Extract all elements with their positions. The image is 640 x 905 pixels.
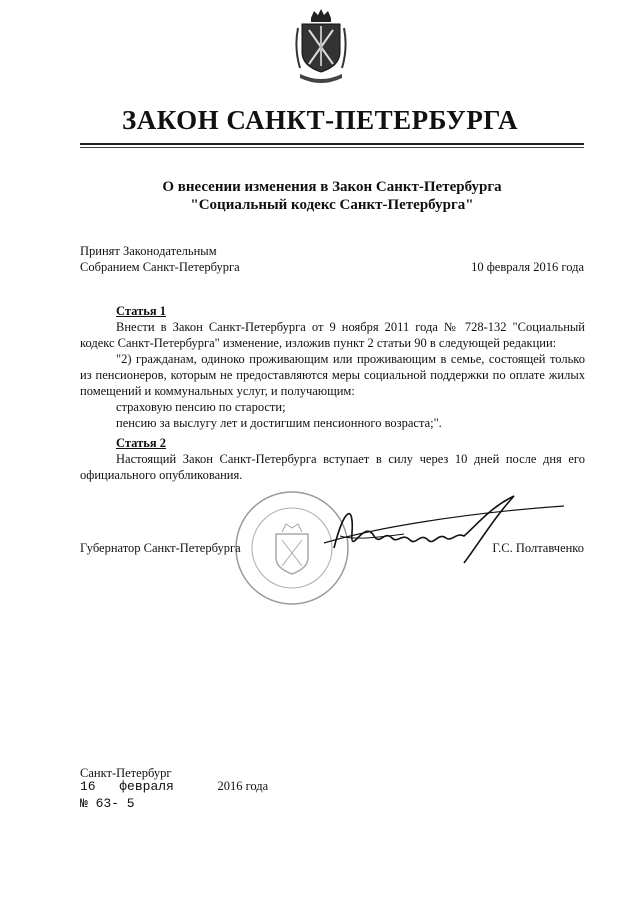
signing-month: февраля: [119, 779, 174, 794]
governor-position: Губернатор Санкт-Петербурга: [80, 541, 241, 555]
article-paragraph: страховую пенсию по старости;: [116, 400, 286, 414]
article-paragraph: Внести в Закон Санкт-Петербурга от 9 ноября 2011 года № 728-132 "Социальный кодекс Санкт-Петербурга" изменение, изложив пункт 2 статьи 90 в следующей редакции:: [80, 320, 585, 350]
title-rule: [80, 143, 584, 145]
governor-name: Г.С. Полтавченко: [492, 541, 584, 555]
coat-of-arms-icon: [294, 8, 348, 86]
article-heading: Статья 1: [116, 304, 166, 318]
article-2: [80, 435, 585, 483]
signing-year: 2016 года: [217, 779, 269, 793]
article-paragraph: пенсию за выслугу лет и достигшим пенсионного возраста;".: [116, 416, 442, 430]
subject-line-1: О внесении изменения в Закон Санкт-Петербурга: [162, 179, 502, 195]
adoption-line-1: Принят Законодательным: [80, 244, 217, 258]
article-heading: Статья 2: [116, 436, 166, 450]
law-subject: [80, 178, 584, 214]
article-1: [80, 303, 585, 431]
adoption-line-2: Собранием Санкт-Петербурга: [80, 260, 240, 274]
title-rule-thin: [80, 147, 584, 148]
article-paragraph: Настоящий Закон Санкт-Петербурга вступает в силу через 10 дней после дня его официального опубликования.: [80, 452, 585, 482]
handwritten-signature: [314, 488, 574, 573]
article-paragraph: "2) гражданам, одиноко проживающим или проживающим в семье, состоящей только из пенсионеров, которым не предоставляются меры социальной поддержки по оплате жилых помещений и коммунальных услуг, и получающим:: [80, 352, 585, 398]
adoption-date: 10 февраля 2016 года: [471, 260, 584, 274]
signing-day: 16: [80, 779, 96, 794]
law-title: ЗАКОН САНКТ-ПЕТЕРБУРГА: [121, 105, 519, 135]
place: Санкт-Петербург: [80, 766, 172, 780]
adoption-block: [80, 243, 240, 275]
signing-date: [80, 779, 268, 794]
subject-line-2: "Социальный кодекс Санкт-Петербурга": [190, 197, 474, 213]
law-number: № 63- 5: [80, 796, 135, 811]
